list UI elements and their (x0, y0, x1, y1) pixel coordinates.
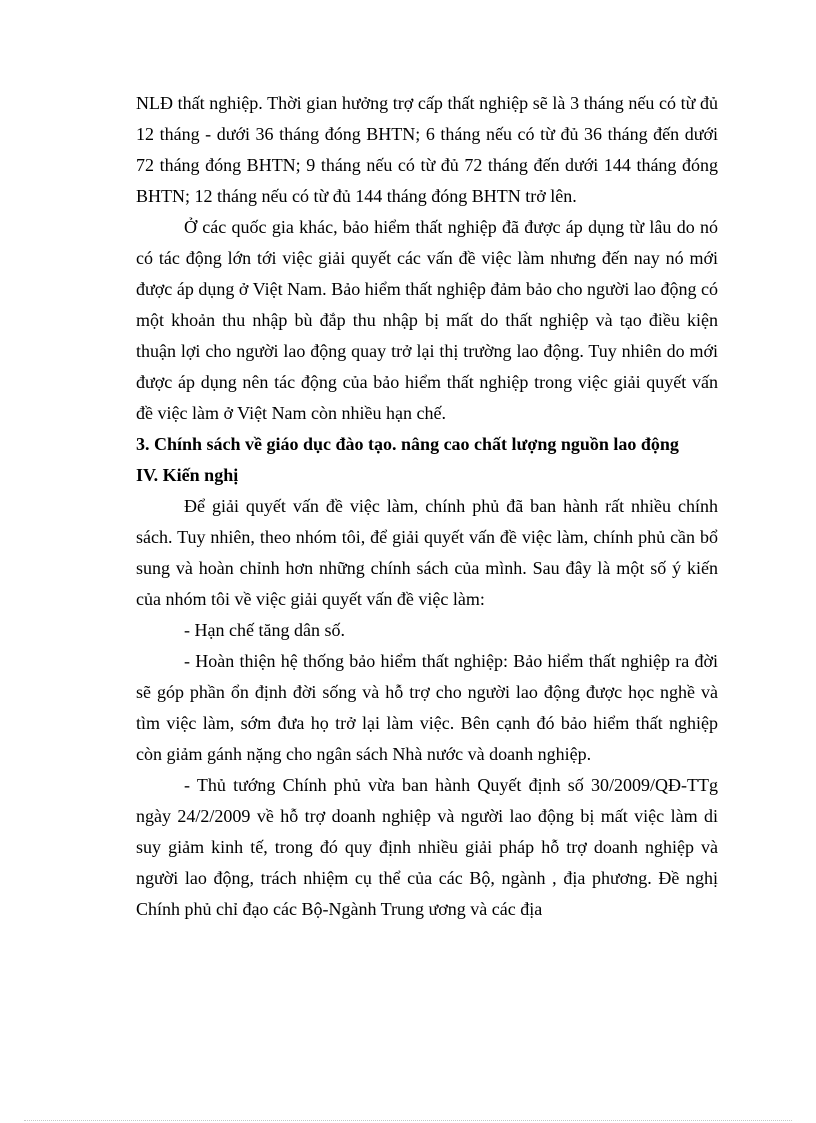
paragraph-recommendations-intro: Để giải quyết vấn đề việc làm, chính phủ đã ban hành rất nhiều chính sách. Tuy nhiên, theo nhóm tôi, để giải quyết vấn đề việc làm, chính phủ cần bổ sung và hoàn chỉnh hơn những chính sách của mình. Sau đây là một số ý kiến của nhóm tôi về việc giải quyết vấn đề việc làm: (136, 496, 718, 609)
paragraph-other-countries: Ở các quốc gia khác, bảo hiểm thất nghiệp đã được áp dụng từ lâu do nó có tác động lớn tới việc giải quyết các vấn đề việc làm nhưng đến nay nó mới được áp dụng ở Việt Nam. Bảo hiểm thất nghiệp đảm bảo cho người lao động có một khoản thu nhập bù đắp thu nhập bị mất do thất nghiệp và tạo điều kiện thuận lợi cho người lao động quay trở lại thị trường lao động. Tuy nhiên do mới được áp dụng nên tác động của bảo hiểm thất nghiệp trong việc giải quyết vấn đề việc làm ở Việt Nam còn nhiều hạn chế. (136, 217, 718, 423)
list-item-decision-30-2009: - Thủ tướng Chính phủ vừa ban hành Quyết định số 30/2009/QĐ-TTg ngày 24/2/2009 về hỗ trợ doanh nghiệp và người lao động bị mất việc làm di suy giảm kinh tế, trong đó quy định nhiều giải pháp hỗ trợ doanh nghiệp và người lao động, trách nhiệm cụ thể của các Bộ, ngành , địa phương. Đề nghị Chính phủ chỉ đạo các Bộ-Ngành Trung ương và các địa (136, 775, 718, 919)
document-body (136, 88, 718, 925)
paragraph-bhtn-duration: NLĐ thất nghiệp. Thời gian hưởng trợ cấp thất nghiệp sẽ là 3 tháng nếu có từ đủ 12 tháng - dưới 36 tháng đóng BHTN; 6 tháng nếu có từ đủ 36 tháng đến dưới 72 tháng đóng BHTN; 9 tháng nếu có từ đủ 72 tháng đến dưới 144 tháng đóng BHTN; 12 tháng nếu có từ đủ 144 tháng đóng BHTN trở lên. (136, 93, 718, 206)
page-bottom-divider (24, 1120, 792, 1121)
list-item-limit-population: - Hạn chế tăng dân số. (184, 620, 345, 640)
section-heading-recommendations: IV. Kiến nghị (136, 465, 239, 485)
list-item-unemployment-insurance: - Hoàn thiện hệ thống bảo hiểm thất nghiệp: Bảo hiểm thất nghiệp ra đời sẽ góp phần ổn định đời sống và hỗ trợ cho người lao động được học nghề và tìm việc làm, sớm đưa họ trở lại làm việc. Bên cạnh đó bảo hiểm thất nghiệp còn giảm gánh nặng cho ngân sách Nhà nước và doanh nghiệp. (136, 651, 718, 764)
section-heading-education-policy: 3. Chính sách về giáo dục đào tạo. nâng cao chất lượng nguồn lao động (136, 434, 679, 454)
